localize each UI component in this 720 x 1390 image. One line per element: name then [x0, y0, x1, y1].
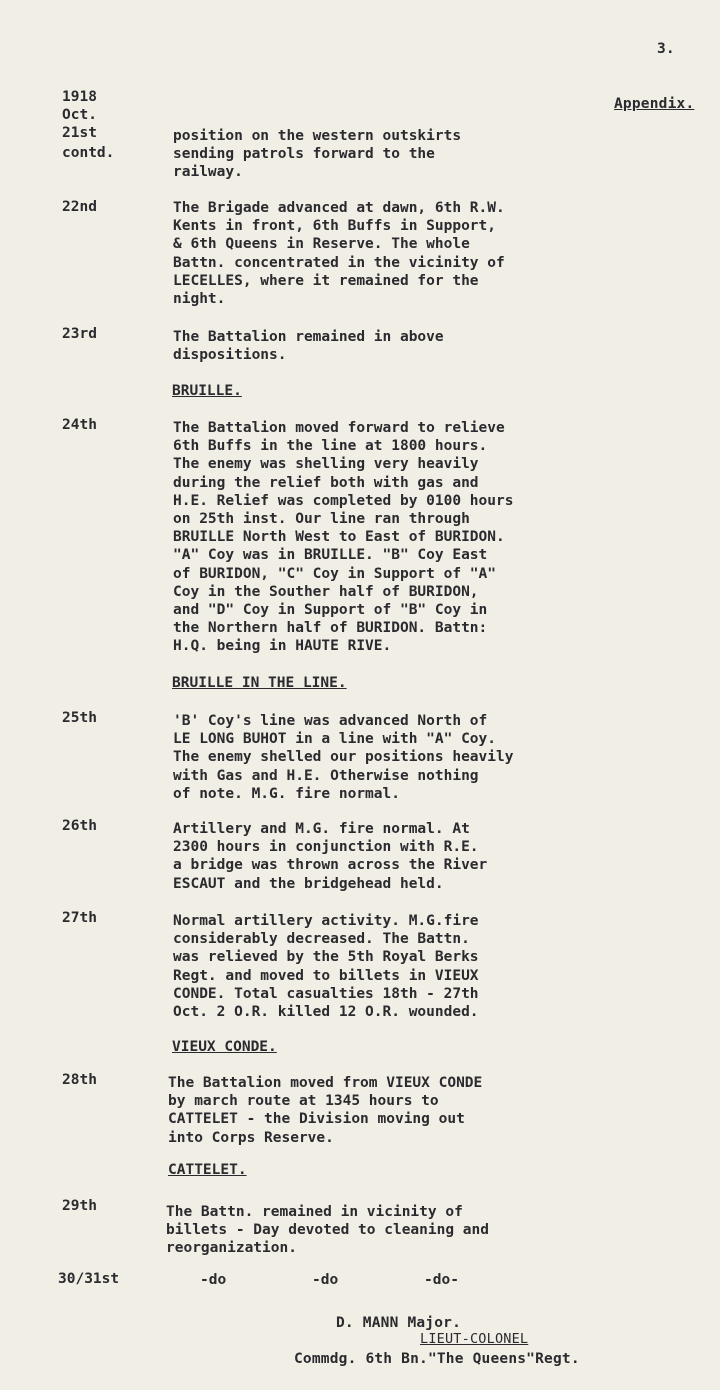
- entry-date: 30/31st: [58, 1271, 120, 1287]
- ditto-mark: -do-: [424, 1272, 459, 1288]
- page-number: 3.: [657, 41, 675, 57]
- entry-date: 23rd: [62, 326, 97, 342]
- entry-text: Normal artillery activity. M.G.fire considerably decreased. The Battn. was relieved by the 5th Royal Berks Regt. and moved to billets in VIEUX CONDE. Total casualties 18th - 27th Oct. 2 O.R. killed 12 O.R. wounded.: [173, 913, 479, 1021]
- entry-date: 29th: [62, 1198, 97, 1214]
- entry-date: 26th: [62, 818, 97, 834]
- entry-text: The Brigade advanced at dawn, 6th R.W. Kents in front, 6th Buffs in Support, & 6th Queens in Reserve. The whole Battn. concentrated in the vicinity of LECELLES, where it remained for the night.: [173, 200, 505, 308]
- header-day: 21st: [62, 125, 97, 141]
- header-month: Oct.: [62, 107, 97, 123]
- entry-text: The Battn. remained in vicinity of billets - Day devoted to cleaning and reorganization.: [166, 1204, 490, 1257]
- entry-date: 24th: [62, 417, 97, 433]
- entry-text: 'B' Coy's line was advanced North of LE LONG BUHOT in a line with "A" Coy. The enemy shelled our positions heavily with Gas and H.E. Otherwise nothing of note. M.G. fire normal.: [173, 713, 514, 802]
- entry-text: The Battalion moved forward to relieve 6th Buffs in the line at 1800 hours. The enemy was shelling very heavily during the relief both with gas and H.E. Relief was completed by 0100 hours on 25th inst. Our line ran through BRUILLE North West to East of BURIDON. "A" Coy was in BRUILLE. "B" Coy East of BURIDON, "C" Coy in Support of "A" Coy in the Souther half of BURIDON, and "D" Coy in Support of "B" Coy in the Northern half of BURIDON. Battn: H.Q. being in HAUTE RIVE.: [173, 420, 514, 655]
- section-heading: CATTELET.: [168, 1162, 247, 1178]
- entry-date: 22nd: [62, 199, 97, 215]
- section-heading: BRUILLE.: [172, 383, 242, 399]
- section-heading: VIEUX CONDE.: [172, 1039, 277, 1055]
- entry-date: 27th: [62, 910, 97, 926]
- entry-text: position on the western outskirts sending patrols forward to the railway.: [173, 128, 462, 181]
- signature-unit: Commdg. 6th Bn."The Queens"Regt.: [294, 1351, 580, 1367]
- entry-text: The Battalion remained in above dispositions.: [173, 329, 444, 364]
- entry-text: Artillery and M.G. fire normal. At 2300 hours in conjunction with R.E. a bridge was thrown across the River ESCAUT and the bridgehead held.: [173, 821, 488, 892]
- section-heading: BRUILLE IN THE LINE.: [172, 675, 347, 691]
- header-year: 1918: [62, 89, 97, 105]
- signature-rank: LIEUT-COLONEL: [420, 1331, 529, 1347]
- header-contd: contd.: [62, 145, 115, 161]
- entry-text: The Battalion moved from VIEUX CONDE by march route at 1345 hours to CATTELET - the Division moving out into Corps Reserve.: [168, 1075, 483, 1146]
- signature-name: D. MANN Major.: [336, 1315, 462, 1331]
- entry-date: 25th: [62, 710, 97, 726]
- entry-date: 28th: [62, 1072, 97, 1088]
- appendix-label: Appendix.: [614, 96, 695, 112]
- ditto-mark: -do: [200, 1272, 227, 1288]
- ditto-mark: -do: [312, 1272, 339, 1288]
